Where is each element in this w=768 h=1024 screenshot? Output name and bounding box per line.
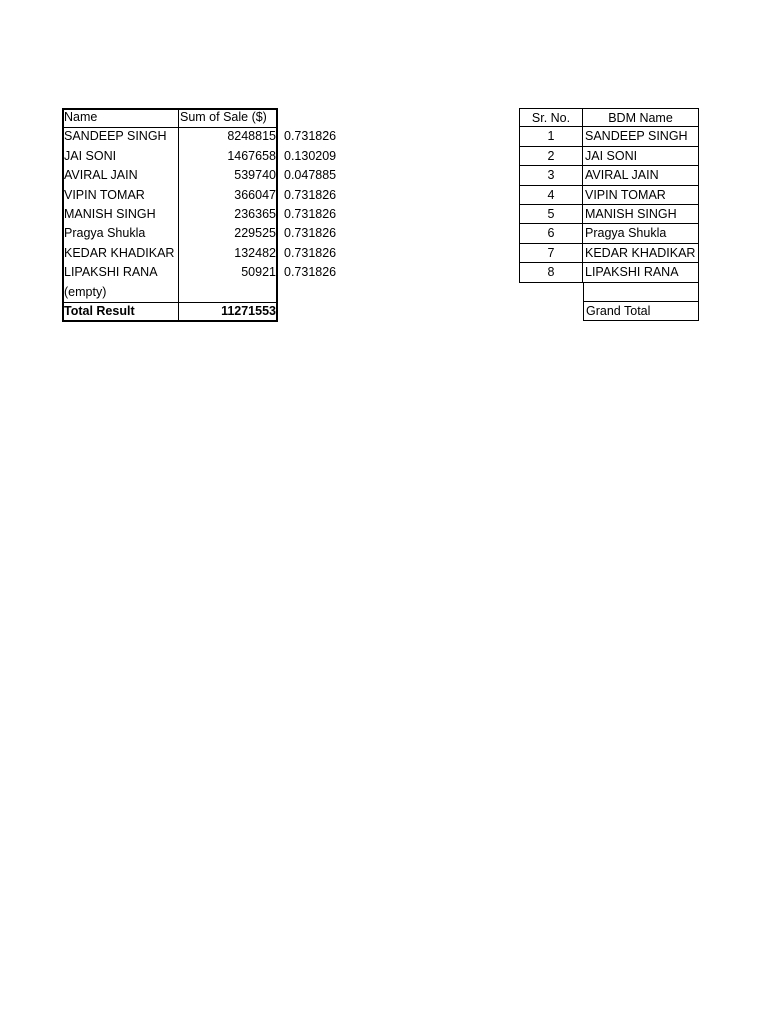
- pivot-cell-sum[interactable]: [178, 283, 278, 302]
- bdm-cell-sr[interactable]: 7: [519, 244, 583, 263]
- pivot-header-name[interactable]: Name: [64, 110, 98, 124]
- pivot-cell-name[interactable]: AVIRAL JAIN: [64, 168, 138, 183]
- pivot-cell-ratio[interactable]: 0.731826: [284, 187, 337, 202]
- pivot-cell-name[interactable]: (empty): [64, 284, 107, 299]
- pivot-cell-sum[interactable]: 229525: [234, 226, 276, 241]
- bdm-cell-sr[interactable]: 1: [519, 127, 583, 146]
- bdm-cell-name[interactable]: LIPAKSHI RANA: [583, 263, 699, 282]
- bdm-cell-name[interactable]: KEDAR KHADIKAR: [583, 244, 699, 263]
- pivot-header-sum[interactable]: Sum of Sale ($): [180, 110, 267, 124]
- pivot-cell-name[interactable]: JAI SONI: [64, 148, 117, 163]
- pivot-cell-ratio[interactable]: 0.731826: [284, 265, 337, 280]
- bdm-cell-sr[interactable]: 2: [519, 147, 583, 166]
- pivot-total-label[interactable]: Total Result: [64, 303, 135, 318]
- bdm-cell-name[interactable]: AVIRAL JAIN: [583, 166, 699, 185]
- bdm-cell-sr[interactable]: 3: [519, 166, 583, 185]
- pivot-cell-sum[interactable]: 236365: [234, 206, 276, 221]
- bdm-cell-name[interactable]: Pragya Shukla: [583, 224, 699, 243]
- pivot-cell-sum[interactable]: 50921: [241, 265, 276, 280]
- pivot-cell-ratio[interactable]: 0.731826: [284, 129, 337, 144]
- pivot-cell-name[interactable]: VIPIN TOMAR: [64, 187, 145, 202]
- pivot-cell-sum[interactable]: 539740: [234, 168, 276, 183]
- pivot-cell-sum[interactable]: 8248815: [227, 129, 276, 144]
- pivot-cell-name[interactable]: LIPAKSHI RANA: [64, 265, 158, 280]
- bdm-cell-name[interactable]: VIPIN TOMAR: [583, 186, 699, 205]
- pivot-cell-name[interactable]: KEDAR KHADIKAR: [64, 245, 175, 260]
- pivot-cell-sum[interactable]: 132482: [234, 245, 276, 260]
- bdm-grand-total-label[interactable]: Grand Total: [583, 302, 699, 321]
- bdm-cell-sr[interactable]: 8: [519, 263, 583, 282]
- pivot-total-sum[interactable]: 11271553: [221, 303, 276, 318]
- bdm-header-sr[interactable]: Sr. No.: [519, 108, 583, 127]
- pivot-cell-ratio[interactable]: 0.731826: [284, 226, 337, 241]
- pivot-cell-name[interactable]: SANDEEP SINGH: [64, 129, 167, 144]
- pivot-cell-ratio[interactable]: [278, 283, 342, 302]
- pivot-cell-ratio[interactable]: 0.731826: [284, 206, 337, 221]
- bdm-empty-cell[interactable]: [583, 283, 699, 302]
- bdm-cell-name[interactable]: JAI SONI: [583, 147, 699, 166]
- bdm-cell-sr[interactable]: 6: [519, 224, 583, 243]
- bdm-cell-sr[interactable]: 4: [519, 186, 583, 205]
- pivot-cell-name[interactable]: Pragya Shukla: [64, 226, 146, 241]
- pivot-cell-ratio[interactable]: 0.731826: [284, 245, 337, 260]
- bdm-cell-name[interactable]: MANISH SINGH: [583, 205, 699, 224]
- pivot-cell-sum[interactable]: 366047: [234, 187, 276, 202]
- pivot-cell-name[interactable]: MANISH SINGH: [64, 206, 156, 221]
- pivot-cell-ratio[interactable]: 0.047885: [284, 168, 337, 183]
- bdm-header-name[interactable]: BDM Name: [583, 108, 699, 127]
- pivot-cell-ratio[interactable]: 0.130209: [284, 148, 337, 163]
- bdm-cell-name[interactable]: SANDEEP SINGH: [583, 127, 699, 146]
- pivot-cell-sum[interactable]: 1467658: [227, 148, 276, 163]
- bdm-cell-sr[interactable]: 5: [519, 205, 583, 224]
